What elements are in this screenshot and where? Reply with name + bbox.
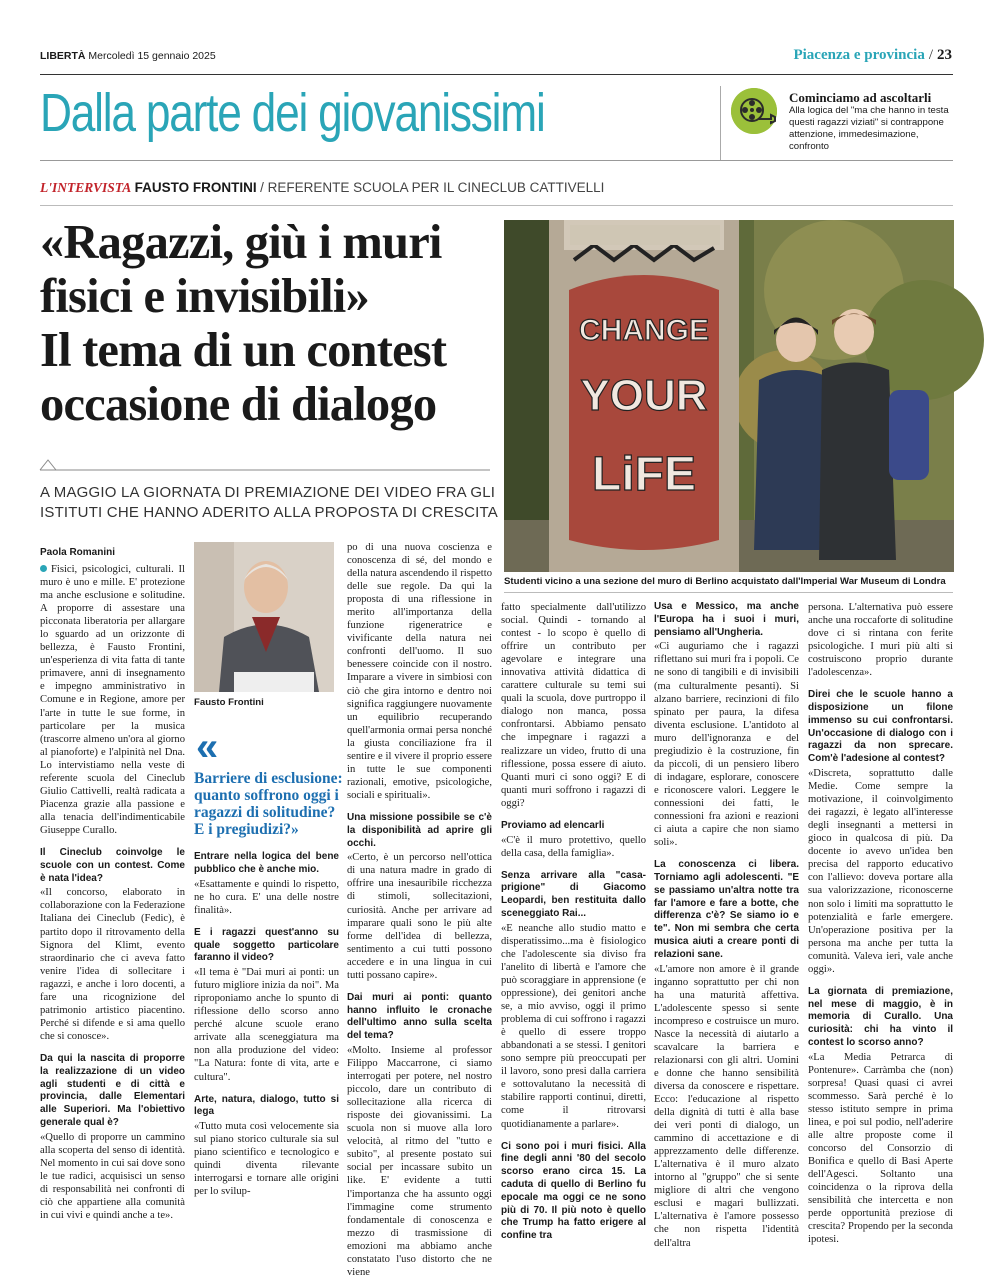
promo-title: Cominciamo ad ascoltarli: [789, 90, 932, 105]
article-column-3: [347, 541, 492, 1281]
graffiti-text: YOUR: [580, 371, 708, 420]
answer: «L'amore non amore è il grande inganno soprattutto per chi non ha una maturità affettiva. L'adolescente spesso si sente incompreso e costruisce un muro. Nasce la necessità di aiutarlo a scavalcare la barriera e relazionarsi con gli altri. Uomini e donne che hanno sensibilità diversa da conoscere e rispettare. Ecco: l'educazione al rispetto della dignità di tutti è alla base dei veri ponti di dialogo, un cammino di accettazione e di apprezzamento delle differenze. L'alternativa è il muro alzato intorno al "gruppo" che si sente migliore di altri che vengono esclusi e magari bullizzati. L'alternativa è l'amore possesso che non rispetta l'identità dell'altra: [654, 963, 799, 1249]
headline-line: «Ragazzi, giù i muri: [40, 216, 442, 269]
subhead-divider: [40, 457, 490, 471]
question: La giornata di premiazione, nel mese di maggio, è in memoria di Curallo. Una curiosità: chi ha vinto il contest lo scorso anno?: [808, 985, 953, 1048]
headline-line: Il tema di un contest: [40, 324, 447, 377]
page-number: 23: [937, 47, 952, 63]
section-banner: Dalla parte dei giovanissimi: [40, 83, 545, 143]
answer: «C'è il muro protettivo, quello della casa, della famiglia».: [501, 834, 646, 859]
question: La conoscenza ci libera. Torniamo agli adolescenti. "E se passiamo un'altra notte tra far l'amore e fare a botte, che differenza c'è? Se siamo io e te". Non mi sembra che certa musica aiuti a creare ponti di relazioni sane.: [654, 859, 799, 960]
question: Da qui la nascita di proporre la realizzazione di un video agli studenti e di città e provincia, dalle Elementari alle Superiori. Ma l'obiettivo generale qual è?: [40, 1052, 185, 1128]
question: E i ragazzi quest'anno su quale soggetto particolare faranno il video?: [194, 926, 339, 964]
bullet-dot-icon: [40, 565, 47, 572]
answer: «Certo, è un percorso nell'ottica di una natura madre in grado di offrire una inesauribile ricchezza di stimoli, sollecitazioni, curiosità. Anche per arrivare ad imparare quali sono le più alte forme dell'idea di bellezza, sentimento a cui tutti possono accedere e in una lingua in cui tutti possano capire».: [347, 852, 492, 981]
article-column-5: [654, 601, 799, 1252]
answer: «Il tema è "Dai muri ai ponti: un futuro migliore inizia da noi". Ma riproponiamo anche lo spunto di riflessione dello scorso anno perché alcune scuole erano arrivate alla sceneggiatura ma non alla produzione del video: "La Natura: fonte di vita, arte e cultura".: [194, 967, 339, 1083]
banner-separator: [720, 86, 721, 160]
quote-marks-icon: «: [196, 725, 219, 769]
answer: «Quello di proporre un cammino alla scoperta del senso di identità. Nel momento in cui sai dove sono le tue radici, acquisisci un senso di responsabilità nei confronti di ciò che appartiene alla comunità in cui vivi e quindi anche a te».: [40, 1131, 185, 1221]
answer: «Discreta, soprattutto dalle Medie. Come sempre la motivazione, il coinvolgimento dei ragazzi, è legato all'interesse degli insegnanti a mettersi in gioco in qualcosa di più. Da docente io avevo un'idea ben precisa del rapporto educativo con l'allievo: doveva portare alla sua valorizzazione, riconoscerne non solo i limiti ma soprattutto le potenzialità e farle emergere. Un'operazione positiva per la persona ma anche per tutta la comunità. Valeva ieri, vale anche oggi».: [808, 768, 953, 975]
paragraph: Fisici, psicologici, culturali. Il muro è uno e mille. E' protezione ma anche esclusione e solitudine. A proporre di assestare una picconata liberatoria per allargare lo sguardo ad un orizzonte di bellezza, è Fausto Frontini, un'esperienza di vita fatta di tante primavere, anni di insegnamento e impegno amministrativo in Comune e in Regione, amore per l'arte in tutte le sue forme, in particolare per la musica (trascorre almeno un'ora al giorno al pianoforte) e l'alpinità nel Dna. Lo intervistiamo nella veste di referente scuola del Cineclub Giulio Cattivelli, realtà radicata a Piacenza grazie alla passione e alla tenacia dell'indimenticabile Giuseppe Curallo.: [40, 564, 185, 836]
section-header: Piacenza e provincia / 23: [793, 47, 952, 63]
masthead-bar: [40, 50, 216, 62]
answer: «Esattamente e quindi lo rispetto, ne ho cura. E' una delle nostre finalità».: [194, 878, 339, 916]
answer: persona. L'alternativa può essere anche una roccaforte di solitudine dove ci si rintana con ferite psicologiche. I muri più alti si costruiscono proprio durante l'adolescenza».: [808, 602, 953, 679]
graffiti-text: LiFE: [592, 448, 696, 501]
top-rule: [40, 74, 953, 75]
graffiti-text: CHANGE: [578, 314, 710, 347]
question: Senza arrivare alla "casa-prigione" di Giacomo Leopardi, ben restituita dallo sceneggiato Rai...: [501, 869, 646, 920]
article-column-4: [501, 601, 646, 1244]
answer: «E neanche allo studio matto e disperatissimo...ma è fisiologico che l'adolescente sia diviso fra l'anelito di libertà e l'amore che può scoraggiare in apprensione (e oppressione), dei genitori anche se, a mio avviso, oggi il primo problema di cui soffrono i ragazzi è quello di essere troppo abbandonati a se stessi. I genitori sono sempre più preoccupati per il lavoro, sono presi dalla carriera e sottovalutano la necessità di stabilire rapporti continui, diretti, come il ritrovarsi quotidianamente a parlare».: [501, 922, 646, 1130]
question: Entrare nella logica del bene pubblico che è anche mio.: [194, 851, 339, 875]
article-column-2: [194, 851, 339, 1200]
question: Il Cineclub coinvolge le scuole con un contest. Come è nata l'idea?: [40, 846, 185, 884]
answer: po di una nuova coscienza e conoscenza di sé, del mondo e della natura ascendendo il rispetto delle sue regole. Da qui la proposta di una riflessione in merito all'importanza della funzione rigeneratrice e vivificante della natura nei confronti dell'uomo. Il suo benessere coincide con il nostro. Imparare a vivere in simbiosi con ciò che gira intorno e dentro noi significa raggiungere nuovamente un equilibrio recuperando quell'armonia ormai persa nonché la giusta conciliazione fra il sentire e il vivere il proprio essere in tutte le sue componenti razionali, emotive, psicologiche, sociali e spirituali».: [347, 542, 492, 801]
question: Arte, natura, dialogo, tutto si lega: [194, 1093, 339, 1118]
promo-text: Alla logica del "ma che hanno in testa questi ragazzi viziati" si contrappone attenzione, immedesimazione, confronto: [789, 105, 949, 152]
kicker-name: FAUSTO FRONTINI: [134, 180, 257, 195]
film-reel-icon: [731, 88, 777, 134]
kicker-rule: [40, 205, 953, 206]
question: Usa e Messico, ma anche l'Europa ha i suoi i muri, pensiamo all'Ungheria.: [654, 601, 799, 638]
subheadline: A MAGGIO LA GIORNATA DI PREMIAZIONE DEI VIDEO FRA GLI ISTITUTI CHE HANNO ADERITO ALLA PROPOSTA DI CRESCITA: [40, 484, 498, 521]
headline-line: fisici e invisibili»: [40, 270, 369, 323]
portrait-photo: [194, 542, 334, 692]
paper-name: LIBERTÀ: [40, 50, 86, 62]
photo-caption: Studenti vicino a una sezione del muro di Berlino acquistato dall'Imperial War Museum di Londra: [504, 576, 946, 587]
question: Proviamo ad elencarli: [501, 819, 605, 831]
answer: fatto specialmente dall'utilizzo social. Quindi - tornando al contest - lo scopo è quello di offrire un contributo per agevolare e integrare una innovativa attività didattica di carattere culturale su temi sui quali la scuola, dove purtroppo il dialogo non manca, possa confrontarsi. Abbiamo pensato che impegnare i ragazzi a realizzare un video, frutto di una riflessione, possa essere di aiuto. Quanti muri ci sono oggi? E di quanti muri soffrono i ragazzi di oggi?: [501, 602, 646, 809]
article-column-1: [40, 563, 185, 1224]
answer: «Ci auguriamo che i ragazzi riflettano sui muri fra i popoli. Ce ne sono di tangibili e di invisibili (ma culturalmente pesanti). Si alzano barriere, recinzioni di filo spinato per paura, la difesa diventa esclusione. L'antidoto al muro dell'ignoranza e del pregiudizio è la costruzione, fin da piccoli, di un pensiero libero di indagare, esplorare, conoscere e riconoscere valori. Leggere le connessioni dei fatti, le connessioni fra azioni e reazioni ci aiuta a capire che non siamo soli».: [654, 641, 799, 849]
banner-rule: [40, 160, 953, 161]
question: Dai muri ai ponti: quanto hanno influito le cronache dell'ultimo anno sulla scelta del tema?: [347, 991, 492, 1042]
kicker-role: / REFERENTE SCUOLA PER IL CINECLUB CATTIVELLI: [260, 180, 605, 195]
caption-rule: [504, 592, 953, 593]
question: Ci sono poi i muri fisici. Alla fine degli anni '80 del secolo scorso erano circa 15. La caduta di quello di Berlino fu epocale ma oggi ce ne sono più di 70. Il più noto è quello che Trump ha fatto erigere al confine tra: [501, 1140, 646, 1242]
section-name: Piacenza e provincia: [793, 47, 925, 63]
question: Una missione possibile se c'è la disponibilità ad aprire gli occhi.: [347, 811, 492, 849]
headline: [40, 216, 510, 432]
answer: «Tutto muta così velocemente sia sul piano storico culturale sia sul piano scientifico e tecnologico e quindi diventa rilevante interrogarsi e tornare alle origini per lo svilup-: [194, 1121, 339, 1198]
byline: Paola Romanini: [40, 547, 116, 558]
kicker-label: L'INTERVISTA: [40, 180, 132, 195]
answer: «Il concorso, elaborato in collaborazione con la Federazione Italiana dei Cineclub (Fedic), è partito dopo il ritrovamento della Signora del Klimt, evento straordinario che ci aveva fatto venire l'idea di sollecitare i ragazzi, e anche i loro docenti, a fare una ricognizione del patrimonio artistico piacentino. Perché si difende e si ama quello che si conosce».: [40, 887, 186, 1042]
pull-quote: Barriere di esclusione: quanto soffrono oggi i ragazzi di solitudine? E i pregiudizi?»: [194, 770, 343, 838]
portrait-caption: Fausto Frontini: [194, 697, 264, 708]
issue-date: Mercoledì 15 gennaio 2025: [88, 50, 216, 62]
answer: «Molto. Insieme al professor Filippo Maccarrone, ci siamo interrogati per potere, nel nostro piccolo, dare un contributo di sollecitazione alla ricerca di risposte dei giovanissimi. La scuola non si muove alla loro velocità, al ritmo del "tutto e subito", al presente postato sui social per incassare subito un like. E' evidente a tutti l'importanza che ha assunto oggi l'immagine come strumento fondamentale di conoscenza e mezzo di trasmissione di emozioni ma abbiamo anche constatato l'uso distorto che ne viene: [347, 1044, 492, 1278]
question: Direi che le scuole hanno a disposizione un filone immenso su cui confrontarsi. Un'occasione di dialogo con i ragazzi da non sprecare. Com'è l'adesione al contest?: [808, 689, 953, 765]
answer: «La Media Petrarca di Pontenure». Carràmba che (non) sorpresa! Quasi quasi ci avrei scommesso. Sarà perché è lo stesso istituto sempre in prima linea, e poi sul podio, nell'aderire alle altre proposte come il concorso del Consorzio di Bonifica e quello di Basi Aperte dell'Agesci. Soltanto una coincidenza o la riprova della sensibilità che intercetta e non perde opportunità preziose di crescita? Propendo per la seconda ipotesi.: [808, 1051, 953, 1246]
article-column-6: [808, 601, 953, 1249]
berlin-wall-photo: [504, 220, 954, 572]
headline-line: occasione di dialogo: [40, 378, 437, 431]
interview-kicker: [40, 180, 604, 196]
